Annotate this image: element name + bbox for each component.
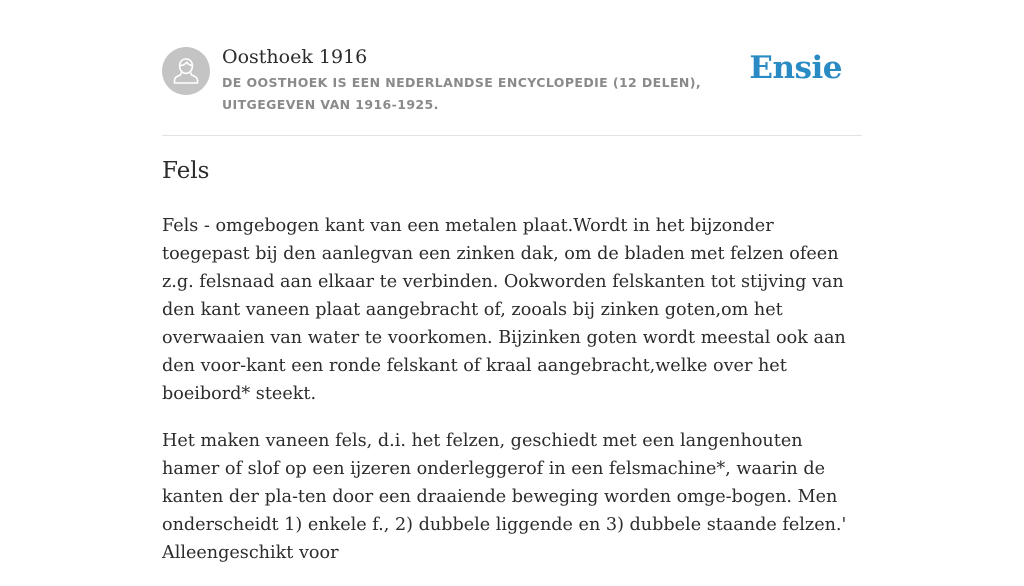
source-description: DE OOSTHOEK IS EEN NEDERLANDSE ENCYCLOPEDIE (12 DELEN), UITGEGEVEN VAN 1916-1925. — [222, 75, 702, 112]
source-header — [162, 44, 862, 136]
entry-paragraph-2: Het maken vaneen fels, d.i. het felzen, geschiedt met een langenhouten hamer of slof op een ijzeren onderleggerof in een felsmachine*, waarin de kanten der pla-ten door een draaiende beweging worden omge-bogen. Men onderscheidt 1) enkele f., 2) dubbele liggende en 3) dubbele staande felzen.' Alleengeschikt voor — [162, 431, 847, 563]
source-avatar[interactable] — [162, 47, 210, 95]
source-title[interactable]: Oosthoek 1916 — [222, 46, 368, 68]
entry-paragraph-1: Fels - omgebogen kant van een metalen plaat.Wordt in het bijzonder toegepast bij den aanlegvan een zinken dak, om de bladen met felzen ofeen z.g. felsnaad aan elkaar te verbinden. Ookworden felskanten tot stijving van den kant vaneen plaat aangebracht of, zooals bij zinken goten,om het overwaaien van water te voorkomen. Bijzinken goten wordt meestal ook aan den voor-kant een ronde felskant of kraal aangebracht,welke over het boeibord* steekt. — [162, 216, 846, 404]
ensie-logo-link[interactable]: Ensie — [749, 50, 842, 86]
entry-title: Fels — [162, 158, 210, 184]
user-silhouette-icon — [162, 47, 210, 95]
entry-body — [162, 212, 862, 586]
